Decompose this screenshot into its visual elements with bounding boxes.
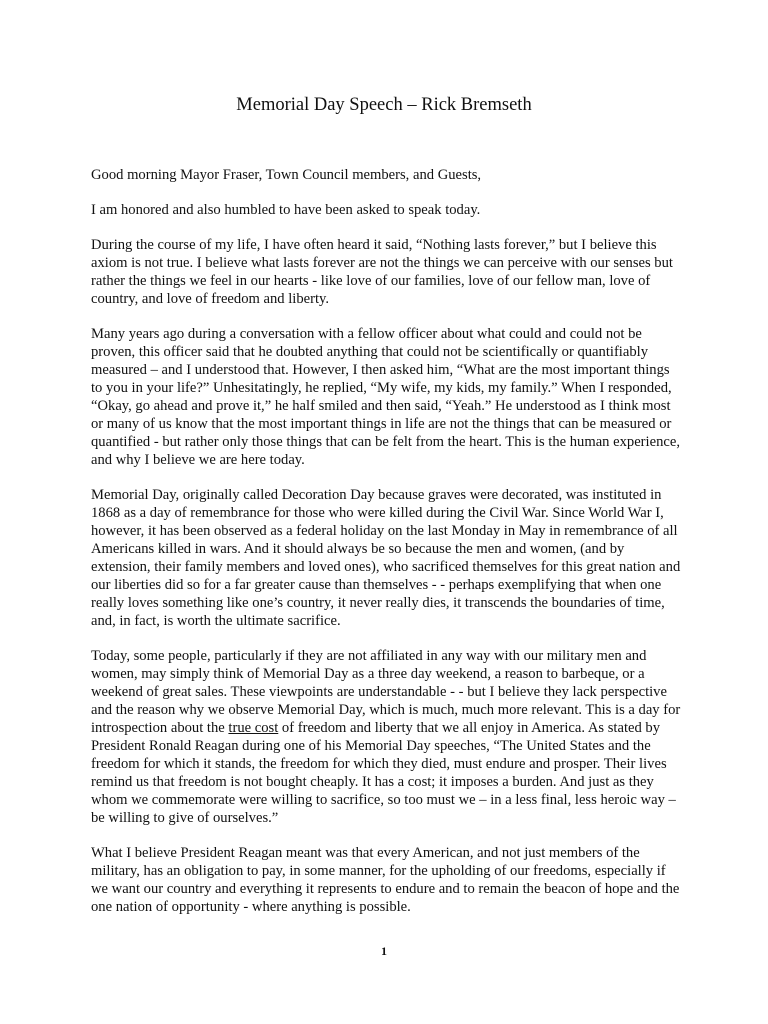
paragraph-decoration-day: Memorial Day, originally called Decoration Day because graves were decorated, was instituted in 1868 as a day of remembrance for those who were killed during the Civil War. Since World War I, however, it has been observed as a federal holiday on the last Monday in May in remembrance of all Americans killed in wars. And it should always be so because the men and women, (and by extension, their family members and loved ones), who sacrificed themselves for this great nation and our liberties did so for a far greater cause than themselves - - perhaps exemplifying that when one really loves something like one’s country, it never really dies, it transcends the boundaries of time, and, in fact, is worth the ultimate sacrifice. — [91, 487, 681, 629]
paragraph-fellow-officer: Many years ago during a conversation with a fellow officer about what could and could not be proven, this officer said that he doubted anything that could not be scientifically or quantifiably measured – and I understood that. However, I then asked him, “What are the most important things to you in your life?” Unhesitatingly, he replied, “My wife, my kids, my family.” When I responded, “Okay, go ahead and prove it,” he half smiled and then said, “Yeah.” He understood as I think most or many of us know that the most important things in life are not the things that can be measured or quantified - but rather only those things that can be felt from the heart. This is the human experience, and why I believe we are here today. — [91, 326, 680, 468]
paragraph-true-cost-text-before: Today, some people, particularly if they are not affiliated in any way with our military men and women, may simply think of Memorial Day as a three day weekend, a reason to barbeque, or a weekend of great sales. These viewpoints are understandable - - but I believe they lack perspective and the reason why we observe Memorial Day, which is much, much more relevant. This is a day for introspection about the — [91, 648, 681, 736]
paragraph-true-cost — [91, 647, 681, 827]
paragraph-greeting: Good morning Mayor Fraser, Town Council members, and Guests, — [91, 167, 482, 183]
paragraph-lasts-forever: During the course of my life, I have often heard it said, “Nothing lasts forever,” but I believe this axiom is not true. I believe what lasts forever are not the things we can perceive with our senses but rather the things we feel in our hearts - like love of our families, love of our fellow man, love of country, and love of freedom and liberty. — [91, 237, 673, 307]
paragraph-honored: I am honored and also humbled to have been asked to speak today. — [91, 202, 481, 218]
paragraph-reagan-meaning: What I believe President Reagan meant was that every American, and not just members of the military, has an obligation to pay, in some manner, for the upholding of our freedoms, especially if we want our country and everything it represents to endure and to remain the beacon of hope and the one nation of opportunity - where anything is possible. — [91, 845, 680, 915]
page-number: 1 — [381, 944, 387, 958]
underlined-true-cost: true cost — [228, 720, 279, 736]
document-title: Memorial Day Speech – Rick Bremseth — [236, 95, 532, 115]
paragraph-true-cost-text-after: of freedom and liberty that we all enjoy in America. As stated by President Ronald Reagan during one of his Memorial Day speeches, “The United States and the freedom for which it stands, the freedom for which they died, must endure and prosper. Their lives remind us that freedom is not bought cheaply. It has a cost; it imposes a burden. And just as they whom we commemorate were willing to sacrifice, so too must we – in a less final, less heroic way – be willing to give of ourselves.” — [91, 720, 676, 826]
document-body — [91, 166, 681, 933]
